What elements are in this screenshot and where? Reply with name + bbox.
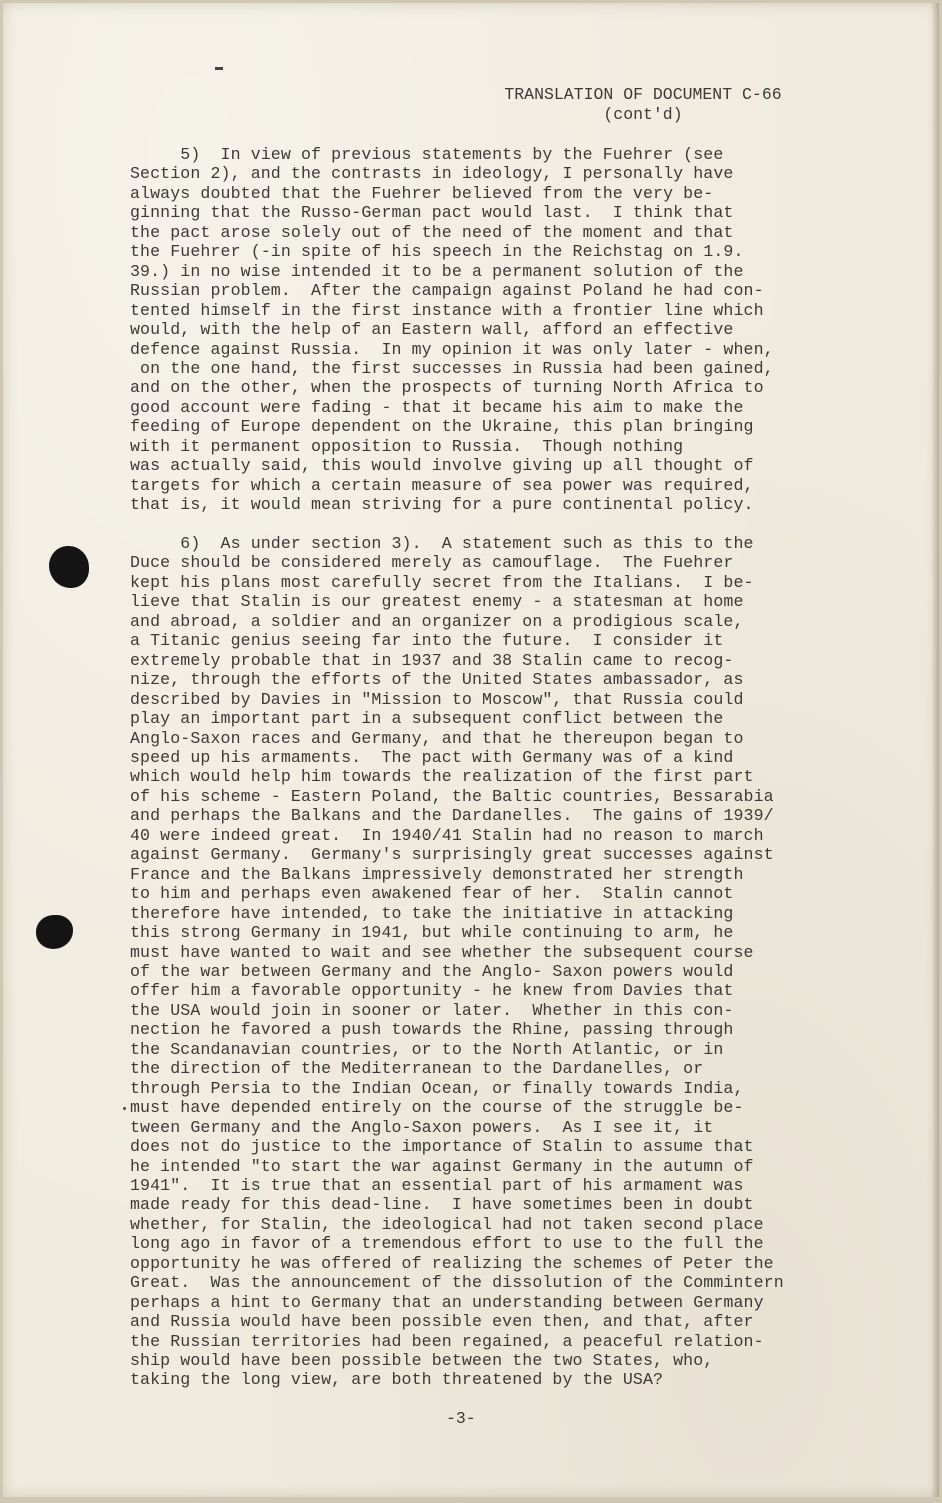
header-continued: (cont'd) bbox=[603, 105, 683, 124]
punch-hole-upper bbox=[49, 546, 89, 588]
ink-speck bbox=[215, 67, 223, 70]
header-title: TRANSLATION OF DOCUMENT C-66 bbox=[504, 85, 782, 104]
document-header bbox=[443, 85, 843, 125]
document-page bbox=[3, 3, 939, 1497]
ink-dot bbox=[123, 1107, 126, 1110]
paragraph-5: 5) In view of previous statements by the Fuehrer (see Section 2), and the contrasts in ideology, I personally have always doubted that the Fuehrer believed from the very be- ginning that the Russo-German pact would last. I think that the pact arose solely out of the need of the moment and that the Fuehrer (-in spite of his speech in the Reichstag on 1.9. 39.) in no wise intended it to be a permanent solution of the Russian problem. After the campaign against Poland he had con- tented himself in the first instance with a frontier line which would, with the help of an Eastern wall, afford an effective defence against Russia. In my opinion it was only later - when, on the one hand, the first successes in Russia had been gained, and on the other, when the prospects of turning North Africa to good account were fading - that it became his aim to make the feeding of Europe dependent on the Ukraine, this plan bringing with it permanent opposition to Russia. Though nothing was actually said, this would involve giving up all thought of targets for which a certain measure of sea power was required, that is, it would mean striving for a pure continental policy. bbox=[130, 145, 774, 515]
punch-hole-lower bbox=[36, 915, 73, 949]
page-number: -3- bbox=[446, 1409, 476, 1428]
page-edge-shadow bbox=[931, 3, 939, 1497]
paragraph-6: 6) As under section 3). A statement such as this to the Duce should be considered merely as camouflage. The Fuehrer kept his plans most carefully secret from the Italians. I be- lieve that Stalin is our greatest enemy - a statesman at home and abroad, a soldier and an organizer on a prodigious scale, a Titanic genius seeing far into the future. I consider it extremely probable that in 1937 and 38 Stalin came to recog- nize, through the efforts of the United States ambassador, as described by Davies in "Mission to Moscow", that Russia could play an important part in a subsequent conflict between the Anglo-Saxon races and Germany, and that he thereupon began to speed up his armaments. The pact with Germany was of a kind which would help him towards the realization of the first part of his scheme - Eastern Poland, the Baltic countries, Bessarabia and perhaps the Balkans and the Dardanelles. The gains of 1939/ 40 were indeed great. In 1940/41 Stalin had no reason to march against Germany. Germany's surprisingly great successes against France and the Balkans impressively demonstrated her strength to him and perhaps even awakened fear of her. Stalin cannot therefore have intended, to take the initiative in attacking this strong Germany in 1941, but while continuing to arm, he must have wanted to wait and see whether the subsequent course of the war between Germany and the Anglo- Saxon powers would offer him a favorable opportunity - he knew from Davies that the USA would join in sooner or later. Whether in this con- nection he favored a push towards the Rhine, passing through the Scandanavian countries, or to the North Atlantic, or in the direction of the Mediterranean to the Dardanelles, or through Persia to the Indian Ocean, or finally towards India, must have depended entirely on the course of the struggle be- tween Germany and the Anglo-Saxon powers. As I see it, it does not do justice to the importance of Stalin to assume that he intended "to start the war against Germany in the autumn of 1941". It is true that an essential part of his armament was made ready for this dead-line. I have sometimes been in doubt whether, for Stalin, the ideological had not taken second place long ago in favor of a tremendous effort to use to the full the opportunity he was offered of realizing the schemes of Peter the Great. Was the announcement of the dissolution of the Commintern perhaps a hint to Germany that an understanding between Germany and Russia would have been possible even then, and that, after the Russian territories had been regained, a peaceful relation- ship would have been possible between the two States, who, taking the long view, are both threatened by the USA? bbox=[130, 534, 784, 1390]
